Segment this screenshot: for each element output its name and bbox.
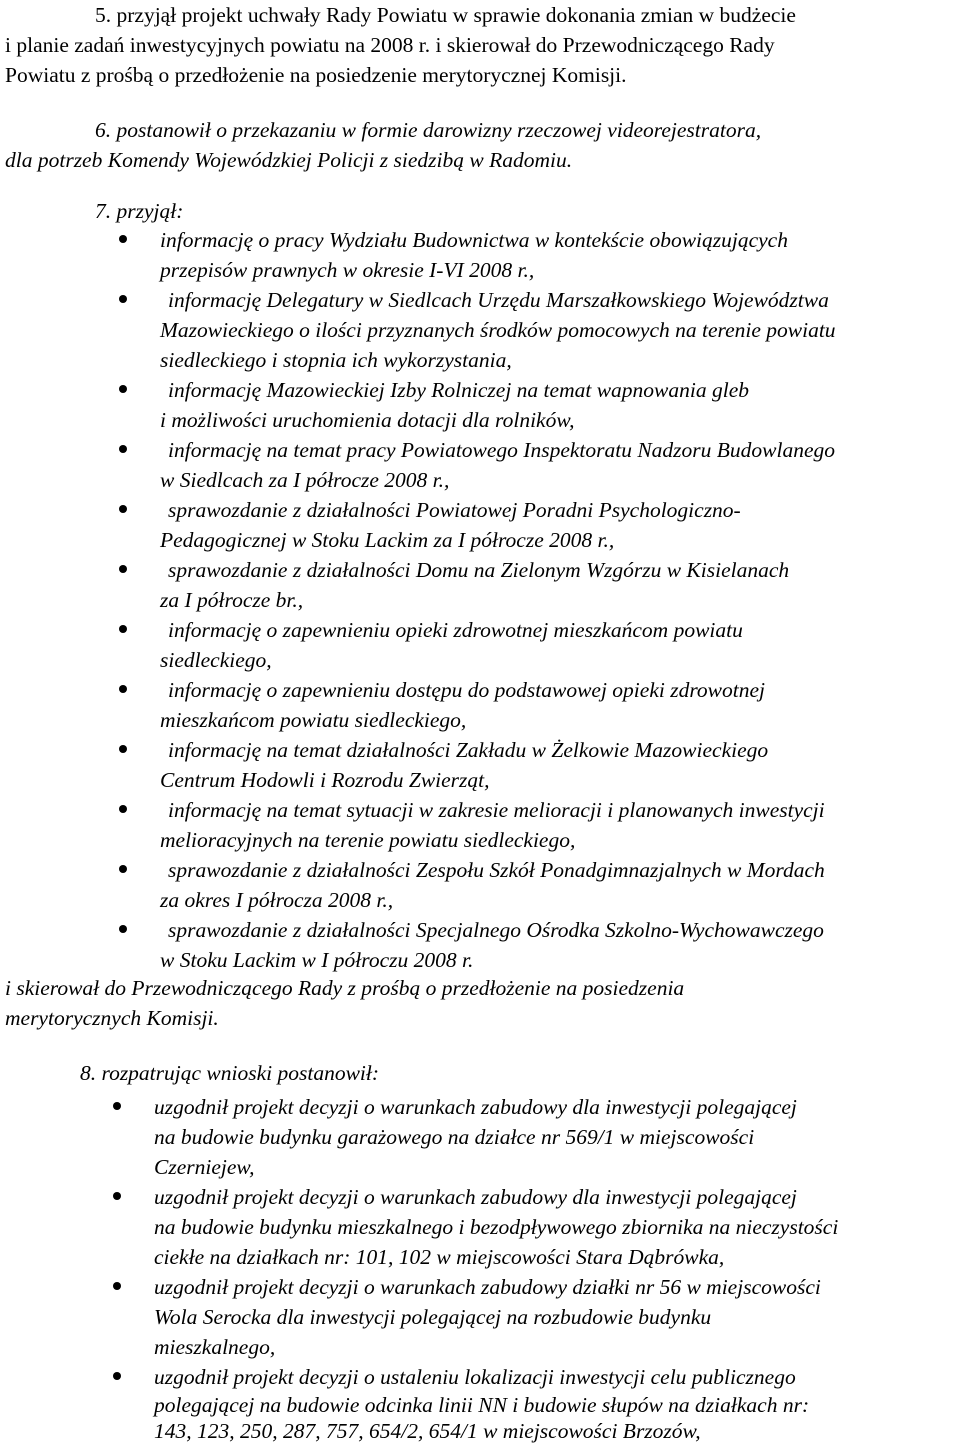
list-item-line: Mazowieckiego o ilości przyznanych środków pomocowych na terenie powiatu xyxy=(160,318,836,342)
bullet-icon xyxy=(119,745,127,753)
list-item-line: melioracyjnych na terenie powiatu siedleckiego, xyxy=(160,828,576,852)
list-item-line: Wola Serocka dla inwestycji polegającej na rozbudowie budynku xyxy=(154,1305,712,1329)
list-item-line: 143, 123, 250, 287, 757, 654/2, 654/1 w miejscowości Brzozów, xyxy=(154,1419,701,1443)
bullet-icon xyxy=(119,505,127,513)
bullet-icon xyxy=(113,1372,121,1380)
list-item-line: uzgodnił projekt decyzji o warunkach zabudowy działki nr 56 w miejscowości xyxy=(154,1275,821,1299)
bullet-icon xyxy=(119,385,127,393)
list-item-line: informację Delegatury w Siedlcach Urzędu Marszałkowskiego Województwa xyxy=(168,288,829,312)
list-item-line: sprawozdanie z działalności Zespołu Szkół Ponadgimnazjalnych w Mordach xyxy=(168,858,825,882)
list-item-line: sprawozdanie z działalności Domu na Zielonym Wzgórzu w Kisielanach xyxy=(168,558,790,582)
list-item-line: informację na temat pracy Powiatowego Inspektoratu Nadzoru Budowlanego xyxy=(168,438,836,462)
bullet-icon xyxy=(119,295,127,303)
section-5-line-2: i planie zadań inwestycyjnych powiatu na 2008 r. i skierował do Przewodniczącego Rady xyxy=(5,33,775,57)
section-6-line-1: 6. postanowił o przekazaniu w formie darowizny rzeczowej videorejestratora, xyxy=(95,118,762,142)
bullet-icon xyxy=(119,235,127,243)
section-6-line-2: dla potrzeb Komendy Wojewódzkiej Policji z siedzibą w Radomiu. xyxy=(5,148,573,172)
list-item-line: informację o zapewnieniu dostępu do podstawowej opieki zdrowotnej xyxy=(168,678,765,702)
bullet-icon xyxy=(119,685,127,693)
list-item-line: uzgodnił projekt decyzji o warunkach zabudowy dla inwestycji polegającej xyxy=(154,1095,797,1119)
section-8-heading: 8. rozpatrując wnioski postanowił: xyxy=(80,1061,380,1085)
section-5-line-3: Powiatu z prośbą o przedłożenie na posiedzenie merytorycznej Komisji. xyxy=(5,63,627,87)
list-item-line: Pedagogicznej w Stoku Lackim za I półrocze 2008 r., xyxy=(160,528,615,552)
list-item-line: Centrum Hodowli i Rozrodu Zwierząt, xyxy=(160,768,490,792)
list-item-line: uzgodnił projekt decyzji o warunkach zabudowy dla inwestycji polegającej xyxy=(154,1185,797,1209)
list-item-line: w Stoku Lackim w I półroczu 2008 r. xyxy=(160,948,474,972)
list-item-line: i możliwości uruchomienia dotacji dla rolników, xyxy=(160,408,575,432)
list-item-line: informację o pracy Wydziału Budownictwa w kontekście obowiązujących xyxy=(160,228,788,252)
list-item-line: polegającej na budowie odcinka linii NN i budowie słupów na działkach nr: xyxy=(154,1393,810,1417)
section-5-line-1: 5. przyjął projekt uchwały Rady Powiatu w sprawie dokonania zmian w budżecie xyxy=(95,3,796,27)
list-item-line: siedleckiego, xyxy=(160,648,272,672)
list-item-line: ciekłe na działkach nr: 101, 102 w miejscowości Stara Dąbrówka, xyxy=(154,1245,725,1269)
list-item-line: przepisów prawnych w okresie I-VI 2008 r., xyxy=(160,258,535,282)
bullet-icon xyxy=(119,865,127,873)
bullet-icon xyxy=(119,565,127,573)
list-item-line: w Siedlcach za I półrocze 2008 r., xyxy=(160,468,450,492)
bullet-icon xyxy=(119,625,127,633)
list-item-line: mieszkańcom powiatu siedleckiego, xyxy=(160,708,467,732)
bullet-icon xyxy=(113,1192,121,1200)
list-item-line: informację Mazowieckiej Izby Rolniczej na temat wapnowania gleb xyxy=(168,378,749,402)
list-item-line: siedleckiego i stopnia ich wykorzystania, xyxy=(160,348,512,372)
list-item-line: na budowie budynku garażowego na działce nr 569/1 w miejscowości xyxy=(154,1125,755,1149)
list-item-line: informację na temat działalności Zakładu w Żelkowie Mazowieckiego xyxy=(168,738,769,762)
list-item-line: sprawozdanie z działalności Specjalnego Ośrodka Szkolno-Wychowawczego xyxy=(168,918,824,942)
section-7-closing-line-2: merytorycznych Komisji. xyxy=(5,1006,219,1030)
section-7-closing-line-1: i skierował do Przewodniczącego Rady z prośbą o przedłożenie na posiedzenia xyxy=(5,976,685,1000)
bullet-icon xyxy=(119,925,127,933)
list-item-line: za okres I półrocza 2008 r., xyxy=(160,888,394,912)
list-item-line: uzgodnił projekt decyzji o ustaleniu lokalizacji inwestycji celu publicznego xyxy=(154,1365,796,1389)
list-item-line: sprawozdanie z działalności Powiatowej Poradni Psychologiczno- xyxy=(168,498,741,522)
bullet-icon xyxy=(119,805,127,813)
list-item-line: za I półrocze br., xyxy=(160,588,304,612)
bullet-icon xyxy=(113,1102,121,1110)
list-item-line: informację na temat sytuacji w zakresie melioracji i planowanych inwestycji xyxy=(168,798,825,822)
list-item-line: na budowie budynku mieszkalnego i bezodpływowego zbiornika na nieczystości xyxy=(154,1215,839,1239)
bullet-icon xyxy=(113,1282,121,1290)
list-item-line: informację o zapewnieniu opieki zdrowotnej mieszkańcom powiatu xyxy=(168,618,743,642)
bullet-icon xyxy=(119,445,127,453)
list-item-line: mieszkalnego, xyxy=(154,1335,276,1359)
list-item-line: Czerniejew, xyxy=(154,1155,255,1179)
section-7-heading: 7. przyjął: xyxy=(95,199,184,223)
